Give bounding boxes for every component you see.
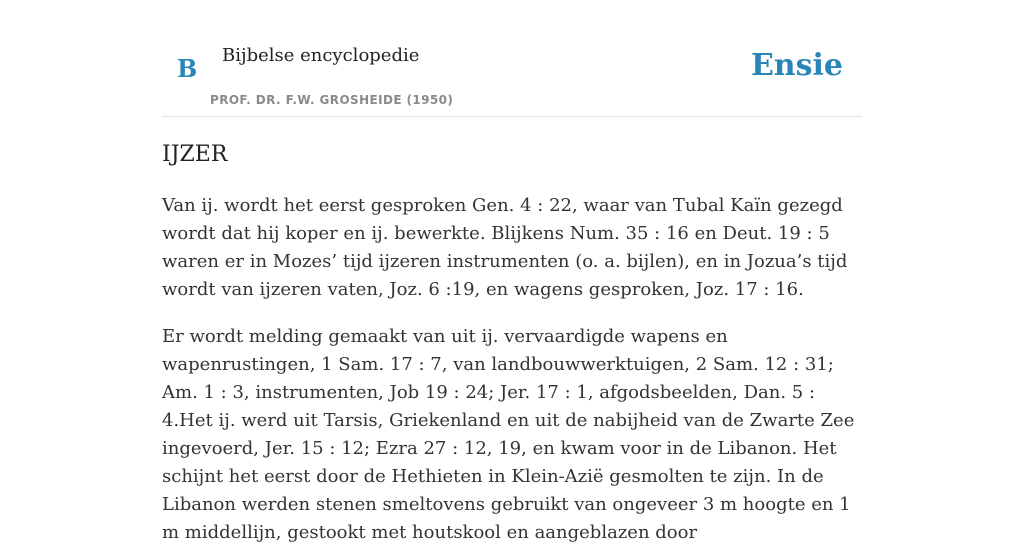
article-title: IJZER bbox=[162, 142, 228, 167]
site-header bbox=[162, 0, 862, 117]
brand-logo-link[interactable]: Ensie bbox=[750, 48, 843, 83]
article-paragraph: Er wordt melding gemaakt van uit ij. vervaardigde wapens en wapenrustingen, 1 Sam. 17 : 7, van landbouwwerktuigen, 2 Sam. 12 : 31; Am. 1 : 3, instrumenten, Job 19 : 24; Jer. 17 : 1, afgodsbeelden, Dan. 5 : 4.Het ij. werd uit Tarsis, Griekenland en uit de nabijheid van de Zwarte Zee ingevoerd, Jer. 15 : 12; Ezra 27 : 12, 19, en kwam voor in de Libanon. Het schijnt het eerst door de Hethieten in Klein-Azië gesmolten te zijn. In de Libanon werden stenen smeltovens gebruikt van ongeveer 3 m hoogte en 1 m middellijn, gestookt met houtskool en aangeblazen door bbox=[162, 326, 855, 543]
article-paragraph: Van ij. wordt het eerst gesproken Gen. 4 : 22, waar van Tubal Kaïn gezegd wordt dat hij koper en ij. bewerkte. Blijkens Num. 35 : 16 en Deut. 19 : 5 waren er in Mozes’ tijd ijzeren instrumenten (o. a. bijlen), en in Jozua’s tijd wordt van ijzeren vaten, Joz. 6 :19, en wagens gesproken, Joz. 17 : 16. bbox=[162, 195, 848, 300]
article bbox=[162, 140, 862, 547]
book-letter-icon[interactable]: B bbox=[177, 54, 198, 83]
book-author: PROF. DR. F.W. GROSHEIDE (1950) bbox=[210, 93, 454, 107]
book-title-link[interactable]: Bijbelse encyclopedie bbox=[222, 45, 420, 66]
